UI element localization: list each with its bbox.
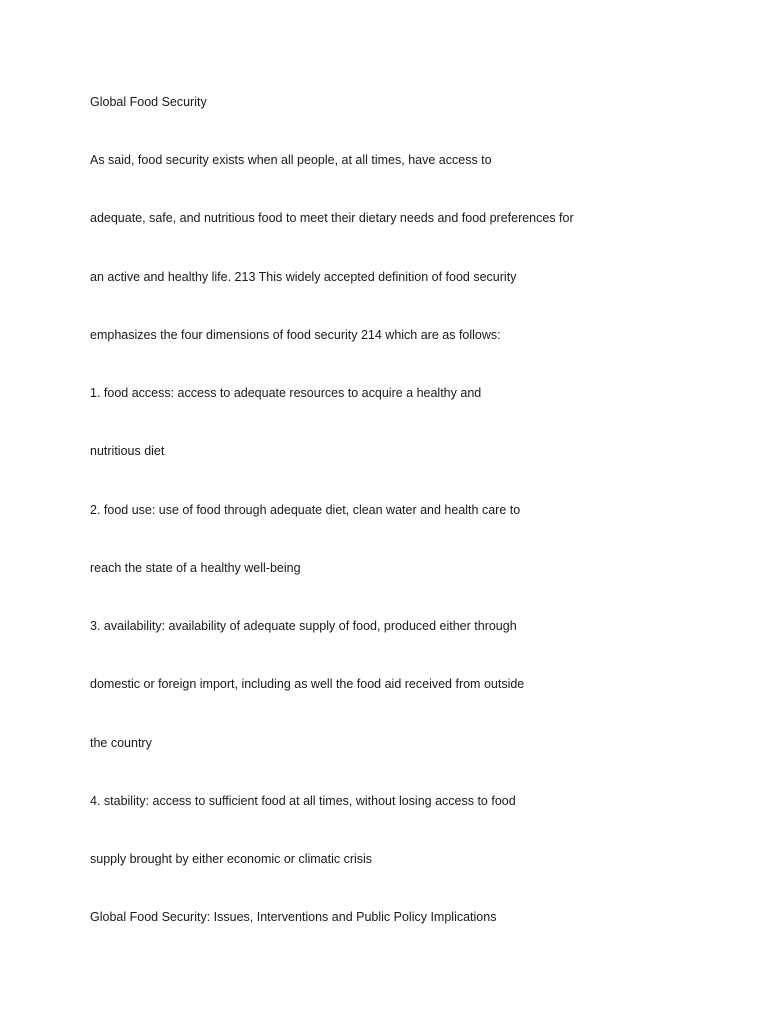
paragraph-line: adequate, safe, and nutritious food to meet their dietary needs and food preferences for (90, 211, 574, 225)
list-item-line: nutritious diet (90, 444, 165, 458)
paragraph-line: an active and healthy life. 213 This widely accepted definition of food security (90, 270, 517, 284)
document-title: Global Food Security (90, 95, 207, 109)
paragraph-line: As said, food security exists when all people, at all times, have access to (90, 153, 492, 167)
list-item-line: 1. food access: access to adequate resources to acquire a healthy and (90, 386, 482, 400)
list-item-line: the country (90, 736, 152, 750)
list-item-line: 3. availability: availability of adequate supply of food, produced either through (90, 619, 517, 633)
list-item-line: supply brought by either economic or climatic crisis (90, 852, 373, 866)
list-item-line: reach the state of a healthy well-being (90, 561, 301, 575)
list-item-line: domestic or foreign import, including as well the food aid received from outside (90, 677, 525, 691)
paragraph-line: emphasizes the four dimensions of food security 214 which are as follows: (90, 328, 501, 342)
document-footer-title: Global Food Security: Issues, Interventions and Public Policy Implications (90, 910, 497, 924)
list-item-line: 4. stability: access to sufficient food at all times, without losing access to food (90, 794, 516, 808)
list-item-line: 2. food use: use of food through adequate diet, clean water and health care to (90, 503, 521, 517)
